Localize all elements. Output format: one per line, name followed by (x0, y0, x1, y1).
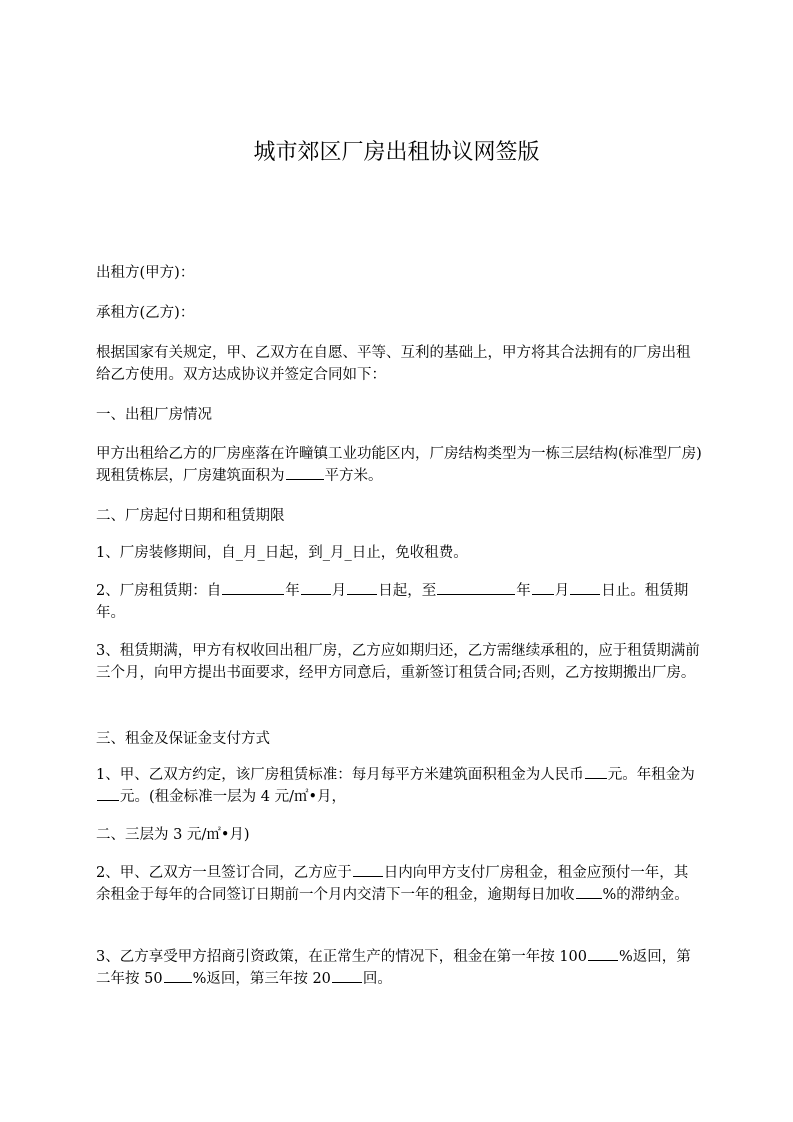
section3-item1-continued: 二、三层为 3 元/㎡•月) (96, 827, 250, 843)
section1-heading: 一、出租厂房情况 (96, 407, 212, 423)
section3-item2 (96, 862, 702, 906)
section1-body (96, 443, 702, 487)
blank (164, 968, 192, 983)
month-label: 月 (554, 583, 570, 599)
blank (576, 884, 602, 899)
area-blank (286, 465, 324, 480)
lease-term-start-label: 2、厂房租赁期：自 (96, 583, 222, 599)
payment-terms-text: 日内向甲方支付厂房租金，租金应预付一年，其余租金于每年的合同签订日期前一个月内交清下一年的租金，逾期每日加收 (96, 865, 689, 903)
blank (97, 786, 119, 801)
section3-item3 (96, 946, 702, 990)
blank (301, 580, 331, 595)
rent-note-text: 元。(租金标准一层为 4 元/㎡•月， (120, 789, 347, 805)
blank (570, 580, 600, 595)
day-end-label: 日止。租赁期年。 (96, 583, 689, 621)
blank (332, 968, 362, 983)
day-start-label: 日起，至 (378, 583, 437, 599)
rent-standard-text: 1、甲、乙双方约定，该厂房租赁标准：每月每平方米建筑面积租金为人民币 (96, 767, 584, 783)
payment-text: 2、甲、乙双方一旦签订合同，乙方应于 (96, 865, 352, 881)
blank (347, 580, 377, 595)
annual-rent-text: 元。年租金为 (607, 767, 695, 783)
lessor-line: 出租方(甲方)： (96, 265, 195, 281)
rebate-year3-text: %返回，第三年按 20 (192, 971, 331, 987)
blank (222, 580, 284, 595)
blank (437, 580, 515, 595)
intro-paragraph: 根据国家有关规定，甲、乙双方在自愿、平等、互利的基础上，甲方将其合法拥有的厂房出租给乙方使用。双方达成协议并签定合同如下： (96, 345, 691, 383)
year-label: 年 (285, 583, 300, 599)
section2-heading: 二、厂房起付日期和租赁期限 (96, 508, 285, 524)
section1-body-text: 甲方出租给乙方的厂房座落在许疃镇工业功能区内，厂房结构类型为一栋三层结构(标准型厂房)现租赁栋层，厂房建筑面积为 (96, 446, 702, 484)
section2-item2 (96, 580, 702, 624)
blank (353, 862, 383, 877)
blank (588, 946, 618, 961)
lessee-line: 承租方(乙方)： (96, 305, 195, 321)
month-label: 月 (331, 583, 347, 599)
rebate-end-text: 回。 (362, 971, 392, 987)
rebate-year2-text: %返回，第二年按 50 (96, 949, 691, 987)
year-label: 年 (516, 583, 531, 599)
section2-item1: 1、厂房装修期间，自_月_日起，到_月_日止，免收租费。 (96, 545, 468, 561)
section1-body-tail: 平方米。 (324, 468, 383, 484)
section2-item3: 3、租赁期满，甲方有权收回出租厂房，乙方应如期归还，乙方需继续承租的，应于租赁期满前三个月，向甲方提出书面要求，经甲方同意后，重新签订租赁合同;否则，乙方按期搬出厂房。 (96, 643, 700, 681)
document-title: 城市郊区厂房出租协议网签版 (253, 140, 540, 165)
blank (532, 580, 554, 595)
blank (585, 764, 607, 779)
late-fee-text: %的滞纳金。 (602, 887, 689, 903)
rebate-text: 3、乙方享受甲方招商引资政策，在正常生产的情况下，租金在第一年按 100 (96, 949, 588, 965)
section3-item1 (96, 764, 702, 808)
section3-heading: 三、租金及保证金支付方式 (96, 731, 270, 747)
